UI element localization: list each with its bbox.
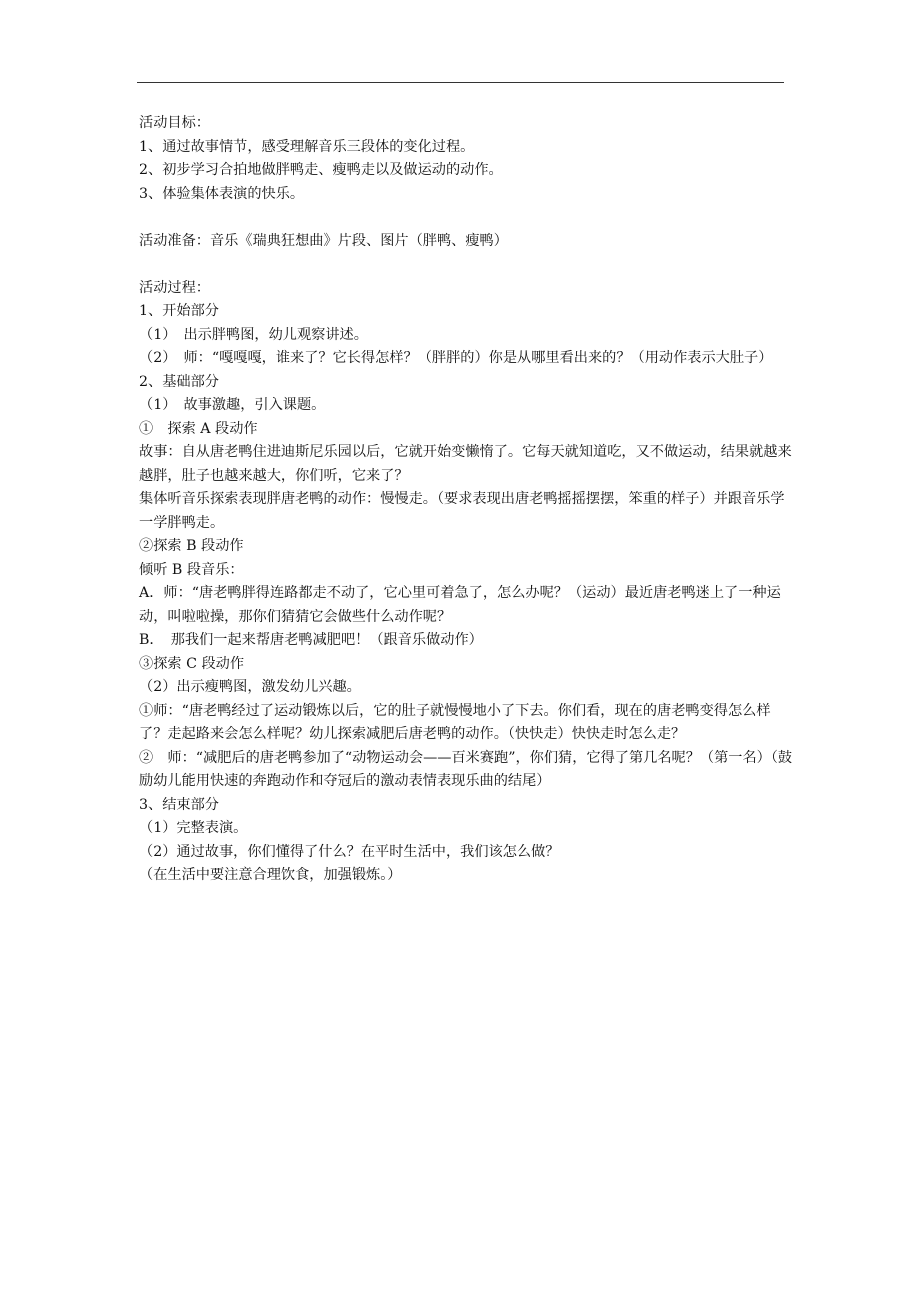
explore-a-paragraph: 集体听音乐探索表现胖唐老鸭的动作：慢慢走。（要求表现出唐老鸭摇摇摆摆，笨重的样子）并跟音乐学一学胖鸭走。	[139, 491, 785, 531]
start-step-1: （1） 出示胖鸭图，幼儿观察讲述。	[139, 326, 368, 343]
section-basic-heading: 2、基础部分	[139, 373, 219, 390]
section-end-heading: 3、结束部分	[139, 796, 219, 813]
basic-step-2: （2）出示瘦鸭图，激发幼儿兴趣。	[139, 679, 361, 695]
start-step-2: （2） 师：“嘎嘎嘎，谁来了？它长得怎样？（胖胖的）你是从哪里看出来的？（用动作表示大肚子）	[139, 350, 773, 366]
end-step-2: （2）通过故事，你们懂得了什么？在平时生活中，我们该怎么做？	[139, 843, 560, 860]
explore-b-heading: ②探索 B 段动作	[139, 538, 244, 554]
explore-b-item-a: A．师：“唐老鸭胖得连路都走不动了，它心里可着急了，怎么办呢？（运动）最近唐老鸭迷上了一种运动，叫啦啦操，那你们猜猜它会做些什么动作呢？	[139, 585, 781, 625]
explore-c-item-1: ①师：“唐老鸭经过了运动锻炼以后，它的肚子就慢慢地小了下去。你们看，现在的唐老鸭变得怎么样了？走起路来会怎么样呢？幼儿探索减肥后唐老鸭的动作。（快快走）快快走时怎么走？	[139, 702, 771, 742]
explore-c-heading: ③探索 C 段动作	[139, 655, 245, 672]
preparation-line: 活动准备：音乐《瑞典狂想曲》片段、图片（胖鸭、瘦鸭）	[139, 232, 508, 249]
story-paragraph: 故事：自从唐老鸭住进迪斯尼乐园以后，它就开始变懒惰了。它每天就知道吃，又不做运动，结果就越来越胖，肚子也越来越大，你们听，它来了？	[139, 444, 792, 484]
listen-b-line: 倾听 B 段音乐：	[139, 561, 244, 578]
basic-step-1: （1） 故事激趣，引入课题。	[139, 397, 326, 413]
explore-a-heading: ① 探索 A 段动作	[139, 420, 258, 437]
goal-item-1: 1、通过故事情节，感受理解音乐三段体的变化过程。	[139, 138, 475, 155]
document-body	[139, 112, 794, 888]
section-start-heading: 1、开始部分	[139, 303, 219, 319]
goal-item-2: 2、初步学习合拍地做胖鸭走、瘦鸭走以及做运动的动作。	[139, 162, 503, 178]
goal-item-3: 3、体验集体表演的快乐。	[139, 185, 305, 202]
goals-heading: 活动目标：	[139, 115, 210, 131]
explore-c-item-2: ② 师：“减肥后的唐老鸭参加了“动物运动会——百米赛跑”，你们猜，它得了第几名呢？（第一名）（鼓励幼儿能用快速的奔跑动作和夺冠后的激动表情表现乐曲的结尾）	[139, 749, 793, 789]
process-heading: 活动过程：	[139, 279, 210, 296]
paragraph-gap	[139, 253, 794, 277]
header-rule	[137, 82, 784, 83]
end-conclusion: （在生活中要注意合理饮食，加强锻炼。）	[139, 867, 402, 883]
paragraph-gap	[139, 206, 794, 230]
explore-b-item-b: B． 那我们一起来帮唐老鸭减肥吧！（跟音乐做动作）	[139, 632, 483, 648]
end-step-1: （1）完整表演。	[139, 820, 248, 836]
